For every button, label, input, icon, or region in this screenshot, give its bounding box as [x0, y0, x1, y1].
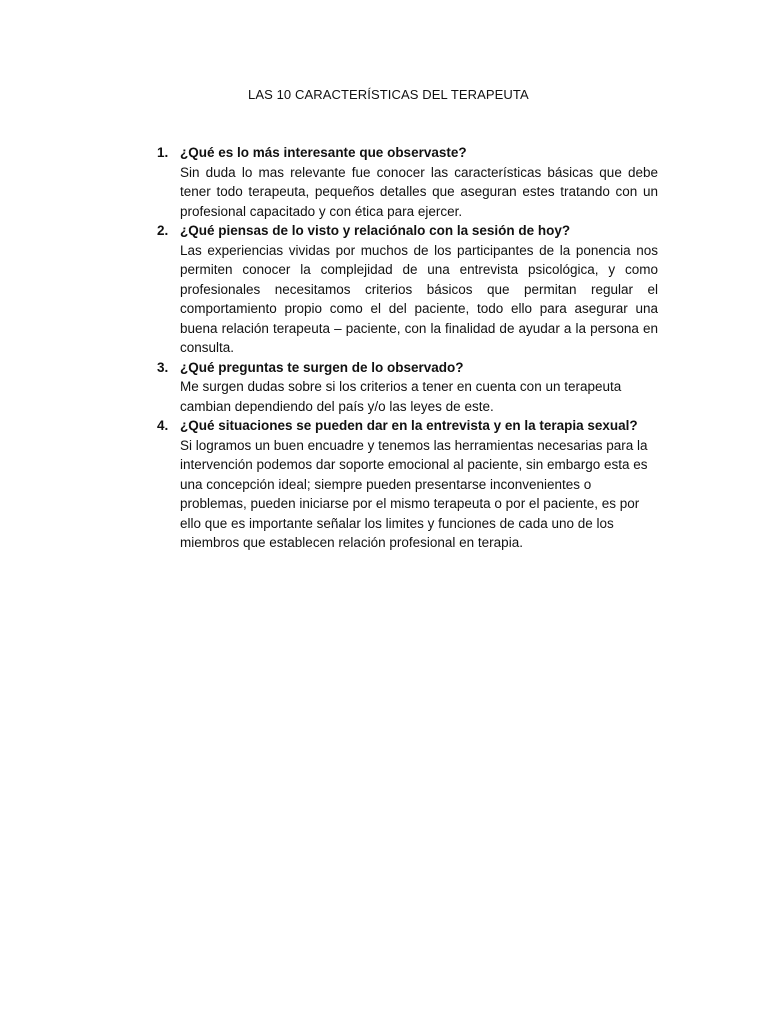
question-number: 1. [157, 145, 169, 160]
question-number: 3. [157, 359, 169, 375]
answer-text: Sin duda lo mas relevante fue conocer las características básicas que debe tener todo terapeuta, pequeños detalles que aseguran estes tratando con un profesional capacitado y con ética para ejercer. [180, 164, 658, 219]
answer-text: Las experiencias vividas por muchos de los participantes de la ponencia nos permiten conocer la complejidad de una entrevista psicológica, y como profesionales necesitamos criterios básicos que permitan regular el comportamiento propio como el del paciente, todo ello para asegurar una buena relación terapeuta – paciente, con la finalidad de ayudar a la persona en consulta. [180, 242, 658, 355]
question-text: ¿Qué situaciones se pueden dar en la entrevista y en la terapia sexual? [180, 418, 638, 433]
question-text: ¿Qué es lo más interesante que observaste? [180, 145, 467, 160]
question-list [150, 143, 658, 553]
question-number: 4. [157, 418, 169, 433]
answer-text: Si logramos un buen encuadre y tenemos las herramientas necesarias para la intervención podemos dar soporte emocional al paciente, sin embargo esta es una concepción ideal; siempre pueden presentarse inconvenientes o problemas, pueden iniciarse por el mismo terapeuta o por el paciente, es por ello que es importante señalar los limites y funciones de cada uno de los miembros que establecen relación profesional en terapia. [180, 437, 648, 550]
question-item-3 [150, 358, 658, 417]
answer-text: Me surgen dudas sobre si los criterios a tener en cuenta con un terapeuta cambian dependiendo del país y/o las leyes de este. [180, 379, 622, 414]
question-text: ¿Qué piensas de lo visto y relaciónalo con la sesión de hoy? [180, 223, 571, 238]
question-item-1 [150, 143, 658, 221]
question-item-2 [150, 221, 658, 358]
document-title: LAS 10 CARACTERÍSTICAS DEL TERAPEUTA [248, 87, 529, 102]
question-text: ¿Qué preguntas te surgen de lo observado? [180, 359, 464, 375]
question-number: 2. [157, 223, 169, 238]
question-item-4 [150, 416, 658, 553]
